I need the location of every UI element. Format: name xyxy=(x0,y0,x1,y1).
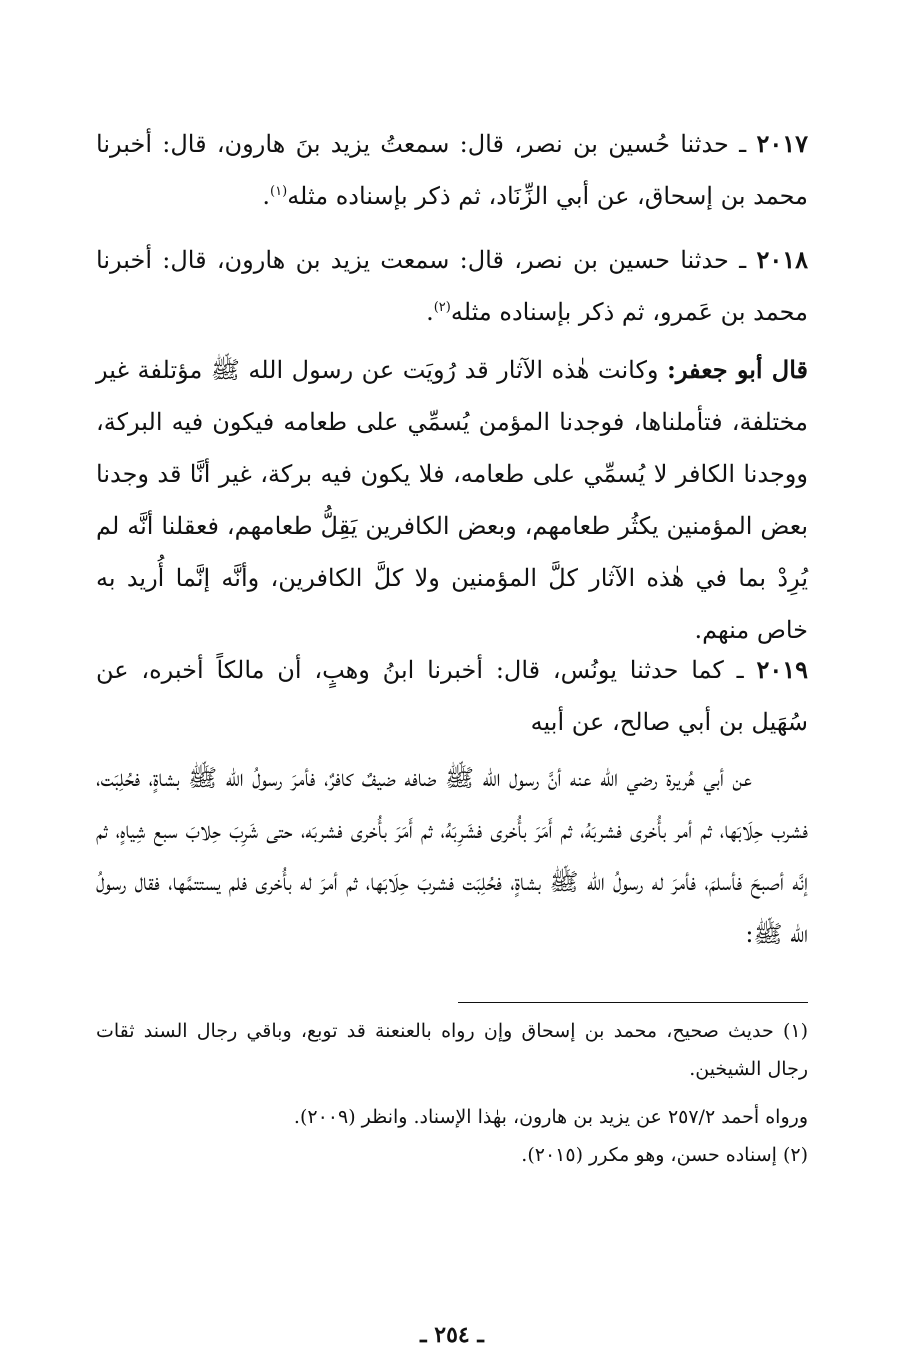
footnote-1-continued: ورواه أحمد ٢٥٧/٢ عن يزيد بن هارون، بهٰذا الإسناد. وانظر (٢٠٠٩). xyxy=(293,1106,808,1128)
hadith-number: ٢٠١٨ xyxy=(756,245,808,274)
sentence-end: . xyxy=(426,298,434,326)
hadith-text: ـ حدثنا حسين بن نصر، قال: سمعت يزيد بن هارون، قال: أخبرنا محمد بن عَمرو، ثم ذكر بإسناده مثله xyxy=(96,246,808,326)
page-number: ـ ٢٥٤ ـ xyxy=(420,1322,484,1348)
footnote-2: (٢) إسناده حسن، وهو مكرر (٢٠١٥). xyxy=(521,1144,808,1166)
hadith-2019-paragraph xyxy=(96,644,808,748)
commentary-lead: قال أبو جعفر: xyxy=(666,355,808,384)
hadith-number: ٢٠١٩ xyxy=(756,655,808,684)
hadith-2018-paragraph xyxy=(96,234,808,338)
footnotes xyxy=(96,1012,808,1174)
footnote-1: (١) حديث صحيح، محمد بن إسحاق وإن رواه بالعنعنة قد توبع، وباقي رجال السند ثقات رجال الشيخين. xyxy=(96,1020,808,1080)
hadith-text: ـ حدثنا حُسين بن نصر، قال: سمعتُ يزيد بنَ هارون، قال: أخبرنا محمد بن إسحاق، عن أبي الزِّنَاد، ثم ذكر بإسناده مثله xyxy=(96,130,808,210)
commentary-text: وكانت هٰذه الآثار قد رُويَت عن رسول الله ﷺ مؤتلفة غير مختلفة، فتأملناها، فوجدنا المؤمن يُسمِّي على طعامه فيكون فيه البركة، ووجدنا الكافر لا يُسمِّي على طعامه، فلا يكون فيه بركة، غير أنَّا قد وجدنا بعض المؤمنين يكثُر طعامهم، وبعض الكافرين يَقِلُّ طعامهم، فعقلنا أنَّه لم يُرِدْ بما في هٰذه الآثار كلَّ المؤمنين ولا كلَّ الكافرين، وأنَّه إنَّما أُريد به خاص منهم. xyxy=(96,356,808,644)
sentence-end: . xyxy=(262,182,271,210)
hadith-2017-paragraph xyxy=(96,118,808,222)
hadith-number: ٢٠١٧ xyxy=(756,129,808,158)
hadith-2019-body: عن أبي هُريرة رضي الله عنه أنَّ رسول الله ﷺ ضافه ضيفٌ كافرٌ، فأمرَ رسولُ الله ﷺ بشاةٍ، فحُلِبَت، فشرب حِلَابَها، ثم أمر بأُخرى فشربَهُ، ثم أَمَرَ بأُخرى فشَرِبَهُ، ثم أَمَرَ بأُخرى فشربَه، حتى شَرِبَ حِلابَ سبع شِياهٍ، ثم إنَّه أصبحَ فأسلمَ، فأمرَ له رسولُ الله ﷺ بشاةٍ، فحُلِبَت فشربَ حِلَابَها، ثم أمرَ له بأُخرى فلم يستتمَّها، فقال رسولُ الله ﷺ: xyxy=(96,764,808,948)
hadith-text: ـ كما حدثنا يونُس، قال: أخبرنا ابنُ وهبٍ، أن مالكاً أخبره، عن سُهَيل بن أبي صالح، عن أبيه xyxy=(96,656,808,736)
commentary-paragraph xyxy=(96,344,808,656)
footnote-ref[interactable]: (٢) xyxy=(433,300,451,315)
footnote-divider xyxy=(458,1002,808,1003)
footnote-ref[interactable]: (١) xyxy=(270,184,288,199)
